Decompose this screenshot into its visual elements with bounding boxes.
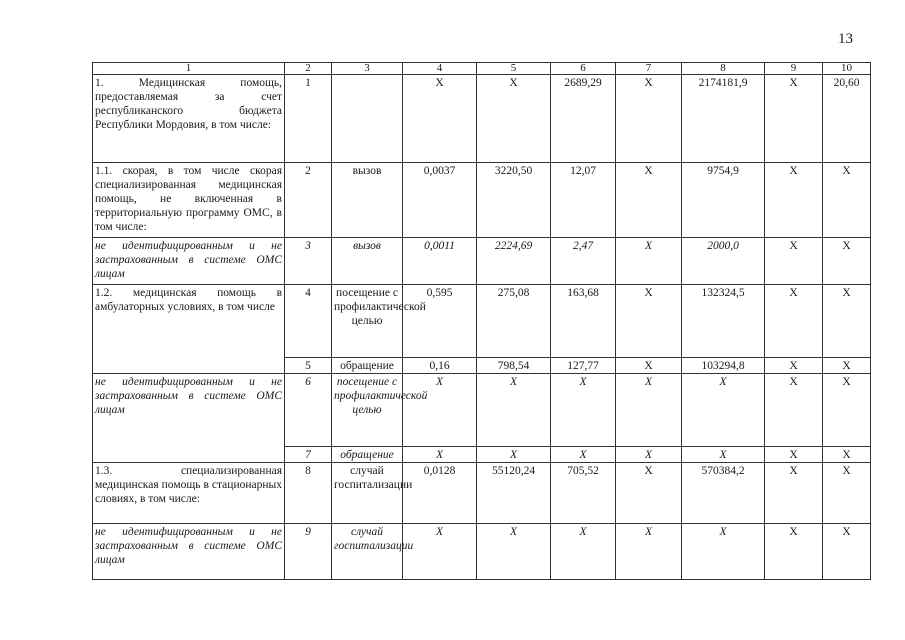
value-cell: 55120,24: [477, 463, 551, 524]
value-cell: 20,60: [823, 75, 871, 163]
value-cell: 2689,29: [551, 75, 616, 163]
page-number: 13: [838, 31, 853, 47]
header-cell: 2: [285, 63, 332, 75]
value-cell: X: [616, 358, 682, 374]
value-cell: 2,47: [551, 238, 616, 285]
value-cell: X: [616, 75, 682, 163]
header-cell: 10: [823, 63, 871, 75]
value-cell: X: [765, 447, 823, 463]
value-cell: X: [616, 238, 682, 285]
value-cell: X: [403, 75, 477, 163]
value-cell: X: [823, 238, 871, 285]
value-cell: 127,77: [551, 358, 616, 374]
value-cell: 163,68: [551, 285, 616, 358]
value-cell: 275,08: [477, 285, 551, 358]
table-row: [93, 285, 871, 358]
row-name-cell: не идентифицированным и не застрахованным в системе ОМС лицам: [93, 524, 285, 580]
row-number-cell: 5: [285, 358, 332, 374]
value-cell: 0,0011: [403, 238, 477, 285]
data-table: [92, 62, 871, 580]
value-cell: 12,07: [551, 163, 616, 238]
value-cell: X: [765, 358, 823, 374]
row-name-cell: 1.2. медицинская помощь в амбулаторных условиях, в том числе: [93, 285, 285, 374]
header-cell: 6: [551, 63, 616, 75]
value-cell: X: [403, 374, 477, 447]
table-row: [93, 238, 871, 285]
value-cell: X: [616, 374, 682, 447]
row-name-cell: не идентифицированным и не застрахованным в системе ОМС лицам: [93, 238, 285, 285]
row-number-cell: 1: [285, 75, 332, 163]
value-cell: X: [403, 524, 477, 580]
value-cell: 0,595: [403, 285, 477, 358]
table-row: [93, 524, 871, 580]
value-cell: 705,52: [551, 463, 616, 524]
value-cell: X: [765, 163, 823, 238]
value-cell: X: [682, 374, 765, 447]
header-cell: 9: [765, 63, 823, 75]
row-number-cell: 9: [285, 524, 332, 580]
row-name-cell: не идентифицированным и не застрахованным в системе ОМС лицам: [93, 374, 285, 463]
row-number-cell: 4: [285, 285, 332, 358]
value-cell: X: [765, 524, 823, 580]
header-row: [93, 63, 871, 75]
row-name-cell: 1. Медицинская помощь, предоставляемая за счет республиканского бюджета Республики Мордовия, в том числе:: [93, 75, 285, 163]
table-row: [93, 463, 871, 524]
value-cell: X: [616, 447, 682, 463]
header-cell: 3: [332, 63, 403, 75]
value-cell: X: [823, 524, 871, 580]
table-row: [93, 163, 871, 238]
value-cell: X: [823, 463, 871, 524]
unit-cell: вызов: [332, 238, 403, 285]
value-cell: 2174181,9: [682, 75, 765, 163]
row-number-cell: 3: [285, 238, 332, 285]
value-cell: 0,0128: [403, 463, 477, 524]
value-cell: X: [682, 447, 765, 463]
value-cell: 103294,8: [682, 358, 765, 374]
value-cell: X: [765, 463, 823, 524]
value-cell: 798,54: [477, 358, 551, 374]
row-number-cell: 6: [285, 374, 332, 447]
value-cell: X: [823, 285, 871, 358]
value-cell: X: [616, 463, 682, 524]
value-cell: X: [477, 447, 551, 463]
value-cell: X: [823, 447, 871, 463]
header-cell: 8: [682, 63, 765, 75]
value-cell: X: [682, 524, 765, 580]
header-cell: 1: [93, 63, 285, 75]
value-cell: X: [551, 374, 616, 447]
value-cell: X: [765, 285, 823, 358]
unit-cell: посещение с профилактической целью: [332, 285, 403, 358]
value-cell: X: [477, 75, 551, 163]
unit-cell: обращение: [332, 447, 403, 463]
value-cell: X: [477, 374, 551, 447]
value-cell: 2224,69: [477, 238, 551, 285]
value-cell: X: [823, 374, 871, 447]
value-cell: X: [616, 524, 682, 580]
value-cell: X: [477, 524, 551, 580]
header-cell: 7: [616, 63, 682, 75]
table-row: [93, 374, 871, 447]
unit-cell: [332, 75, 403, 163]
unit-cell: обращение: [332, 358, 403, 374]
value-cell: X: [551, 447, 616, 463]
value-cell: X: [823, 163, 871, 238]
value-cell: X: [551, 524, 616, 580]
value-cell: X: [403, 447, 477, 463]
row-name-cell: 1.3. специализированная медицинская помощь в стационарных словиях, в том числе:: [93, 463, 285, 524]
header-cell: 5: [477, 63, 551, 75]
unit-cell: случай госпитализации: [332, 463, 403, 524]
value-cell: 3220,50: [477, 163, 551, 238]
value-cell: X: [765, 374, 823, 447]
row-number-cell: 7: [285, 447, 332, 463]
unit-cell: вызов: [332, 163, 403, 238]
value-cell: 0,0037: [403, 163, 477, 238]
row-name-cell: 1.1. скорая, в том числе скорая специализированная медицинская помощь, не включенная в территориальную программу ОМС, в том числе:: [93, 163, 285, 238]
value-cell: X: [765, 75, 823, 163]
value-cell: X: [823, 358, 871, 374]
header-cell: 4: [403, 63, 477, 75]
unit-cell: посещение с профилактической целью: [332, 374, 403, 447]
value-cell: 0,16: [403, 358, 477, 374]
value-cell: X: [616, 163, 682, 238]
value-cell: 132324,5: [682, 285, 765, 358]
value-cell: 570384,2: [682, 463, 765, 524]
value-cell: 9754,9: [682, 163, 765, 238]
row-number-cell: 2: [285, 163, 332, 238]
value-cell: X: [616, 285, 682, 358]
value-cell: X: [765, 238, 823, 285]
table-row: [93, 75, 871, 163]
row-number-cell: 8: [285, 463, 332, 524]
value-cell: 2000,0: [682, 238, 765, 285]
unit-cell: случай госпитализации: [332, 524, 403, 580]
